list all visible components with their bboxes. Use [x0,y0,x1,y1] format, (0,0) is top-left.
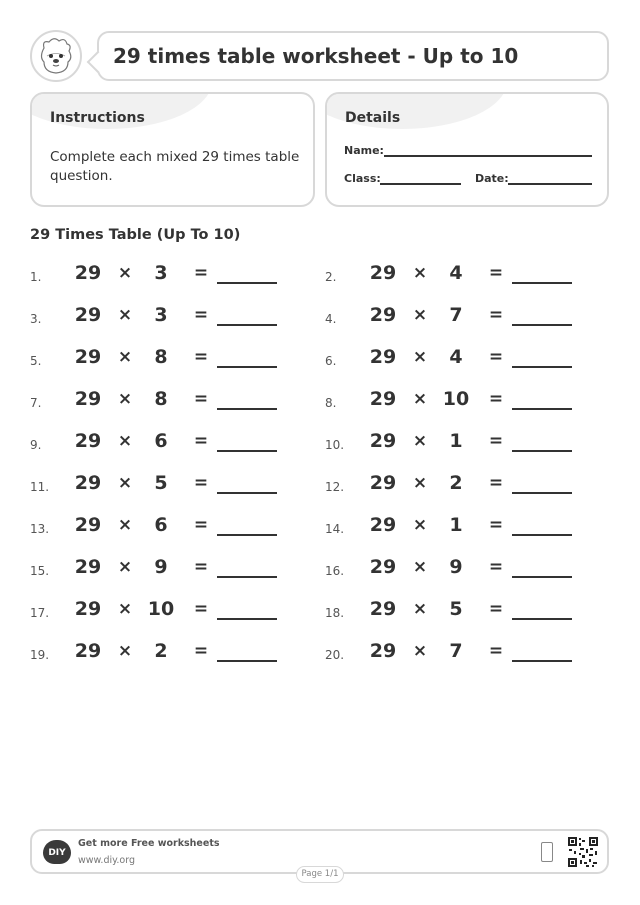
answer-blank[interactable] [217,282,277,284]
question-item [325,345,595,375]
answer-blank[interactable] [512,576,572,578]
question-number: 11. [30,480,50,494]
multiplier: 1 [449,430,463,452]
equals-sign: = [193,473,209,493]
question-item [30,639,300,669]
multiply-sign: × [117,305,133,325]
multiplier: 8 [154,346,168,368]
equals-sign: = [193,515,209,535]
multiply-sign: × [412,641,428,661]
multiplier: 8 [154,388,168,410]
multiplicand: 29 [369,640,397,662]
question-item [30,429,300,459]
title-banner [97,31,609,81]
equals-sign: = [488,557,504,577]
name-label: Name: [344,144,384,157]
multiplier: 7 [449,304,463,326]
multiplicand: 29 [369,388,397,410]
question-item [30,261,300,291]
footer-url[interactable]: www.diy.org [78,855,135,866]
footer-promo-text: Get more Free worksheets [78,838,220,849]
multiplier: 4 [449,346,463,368]
multiplier: 3 [154,304,168,326]
answer-blank[interactable] [217,576,277,578]
class-label: Class: [344,172,381,185]
answer-blank[interactable] [512,618,572,620]
question-item [325,429,595,459]
multiply-sign: × [117,599,133,619]
question-number: 1. [30,270,42,284]
question-number: 12. [325,480,345,494]
multiplier: 6 [154,430,168,452]
multiply-sign: × [117,515,133,535]
equals-sign: = [488,473,504,493]
multiplicand: 29 [74,262,102,284]
multiply-sign: × [412,263,428,283]
multiplicand: 29 [74,598,102,620]
multiplier: 9 [154,556,168,578]
multiplier: 3 [154,262,168,284]
answer-blank[interactable] [217,534,277,536]
equals-sign: = [193,431,209,451]
answer-blank[interactable] [217,366,277,368]
question-item [325,471,595,501]
question-item [30,303,300,333]
answer-blank[interactable] [512,534,572,536]
equals-sign: = [193,557,209,577]
multiplicand: 29 [74,430,102,452]
multiply-sign: × [117,641,133,661]
multiplicand: 29 [369,304,397,326]
multiplicand: 29 [74,346,102,368]
question-number: 19. [30,648,50,662]
multiply-sign: × [412,347,428,367]
multiplicand: 29 [369,472,397,494]
diy-logo-icon: DIY [43,840,71,864]
section-title: 29 Times Table (Up To 10) [30,227,241,243]
question-number: 9. [30,438,42,452]
multiplier: 10 [147,598,175,620]
question-number: 4. [325,312,337,326]
question-number: 7. [30,396,42,410]
question-number: 15. [30,564,50,578]
date-label: Date: [475,172,509,185]
multiplicand: 29 [369,556,397,578]
page-title: 29 times table worksheet - Up to 10 [113,44,519,68]
qr-code-icon [567,836,599,868]
multiplicand: 29 [369,346,397,368]
name-field[interactable] [384,155,592,157]
question-item [30,471,300,501]
multiplicand: 29 [74,640,102,662]
equals-sign: = [488,431,504,451]
multiplier: 10 [442,388,470,410]
multiplier: 2 [449,472,463,494]
question-number: 18. [325,606,345,620]
multiplicand: 29 [74,388,102,410]
multiply-sign: × [412,599,428,619]
multiplicand: 29 [74,472,102,494]
question-number: 5. [30,354,42,368]
question-number: 16. [325,564,345,578]
question-item [325,261,595,291]
multiply-sign: × [117,557,133,577]
multiplicand: 29 [74,304,102,326]
answer-blank[interactable] [217,324,277,326]
question-number: 3. [30,312,42,326]
multiply-sign: × [412,389,428,409]
equals-sign: = [488,263,504,283]
equals-sign: = [193,263,209,283]
question-item [30,387,300,417]
question-item [30,555,300,585]
equals-sign: = [488,347,504,367]
equals-sign: = [488,305,504,325]
equals-sign: = [193,347,209,367]
multiplier: 2 [154,640,168,662]
question-item [325,303,595,333]
question-number: 8. [325,396,337,410]
multiply-sign: × [117,473,133,493]
date-field[interactable] [508,183,592,185]
details-heading: Details [345,110,401,126]
question-item [30,345,300,375]
question-number: 14. [325,522,345,536]
multiply-sign: × [117,263,133,283]
multiply-sign: × [412,557,428,577]
answer-blank[interactable] [512,492,572,494]
equals-sign: = [193,641,209,661]
multiplier: 4 [449,262,463,284]
multiplier: 9 [449,556,463,578]
multiplicand: 29 [369,430,397,452]
multiply-sign: × [412,515,428,535]
multiplier: 6 [154,514,168,536]
instructions-heading: Instructions [50,110,145,126]
answer-blank[interactable] [512,282,572,284]
answer-blank[interactable] [217,660,277,662]
equals-sign: = [193,305,209,325]
multiplicand: 29 [369,514,397,536]
multiplicand: 29 [74,514,102,536]
multiplicand: 29 [369,598,397,620]
multiply-sign: × [412,473,428,493]
multiplier: 5 [154,472,168,494]
answer-blank[interactable] [512,660,572,662]
equals-sign: = [193,389,209,409]
question-item [30,597,300,627]
multiplier: 1 [449,514,463,536]
question-number: 20. [325,648,345,662]
answer-blank[interactable] [512,408,572,410]
equals-sign: = [488,599,504,619]
multiply-sign: × [412,305,428,325]
answer-blank[interactable] [512,324,572,326]
multiplicand: 29 [369,262,397,284]
question-item [325,639,595,669]
details-panel [325,92,609,207]
multiply-sign: × [117,389,133,409]
question-number: 2. [325,270,337,284]
multiplier: 5 [449,598,463,620]
answer-blank[interactable] [217,408,277,410]
page-indicator: Page 1/1 [296,866,344,883]
question-item [325,387,595,417]
equals-sign: = [488,641,504,661]
question-item [325,597,595,627]
answer-blank[interactable] [217,618,277,620]
class-field[interactable] [380,183,461,185]
equals-sign: = [488,515,504,535]
multiply-sign: × [117,347,133,367]
answer-blank[interactable] [512,366,572,368]
question-number: 10. [325,438,345,452]
equals-sign: = [193,599,209,619]
question-item [325,555,595,585]
answer-blank[interactable] [217,450,277,452]
phone-icon [541,842,553,862]
equals-sign: = [488,389,504,409]
answer-blank[interactable] [217,492,277,494]
multiplier: 7 [449,640,463,662]
question-item [325,513,595,543]
answer-blank[interactable] [512,450,572,452]
question-item [30,513,300,543]
instructions-panel [30,92,315,207]
multiply-sign: × [117,431,133,451]
question-number: 6. [325,354,337,368]
question-number: 17. [30,606,50,620]
mascot-icon [30,30,82,82]
multiplicand: 29 [74,556,102,578]
instructions-text: Complete each mixed 29 times table question. [50,149,300,184]
question-number: 13. [30,522,50,536]
multiply-sign: × [412,431,428,451]
